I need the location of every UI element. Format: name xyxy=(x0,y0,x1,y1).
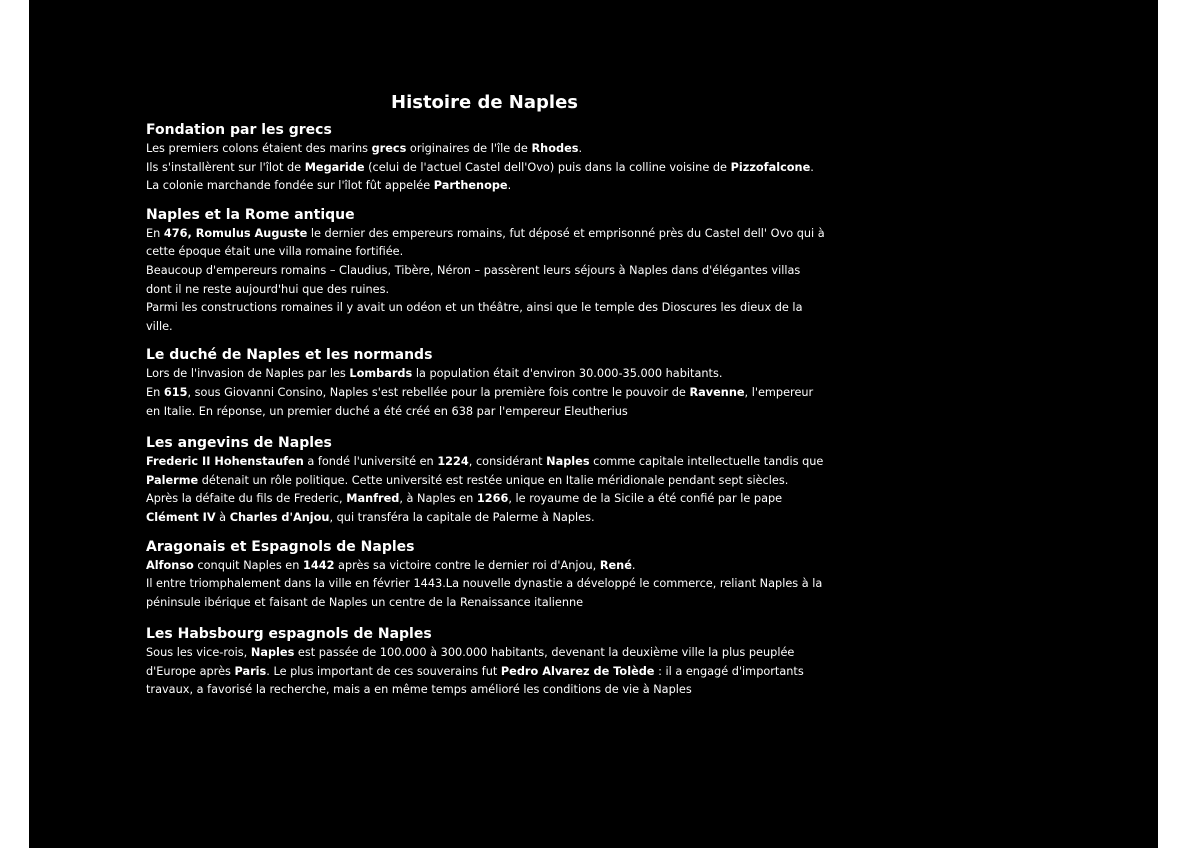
text-run: le dernier des empereurs romains, fut déposé et emprisonné près du Castel dell' Ovo qui à cette époque était une villa romaine fortifiée. xyxy=(146,226,825,259)
sections-container xyxy=(146,120,826,700)
bold-text: Charles d'Anjou xyxy=(229,510,330,524)
bold-text: Rhodes xyxy=(531,142,579,155)
document-title: Histoire de Naples xyxy=(391,92,578,113)
text-run: , considérant xyxy=(468,455,547,469)
bold-text: 1224 xyxy=(437,455,469,469)
text-run: conquit Naples en xyxy=(193,558,304,572)
bold-text: Manfred xyxy=(346,492,400,506)
section-paragraph xyxy=(146,384,826,421)
section-heading: Les angevins de Naples xyxy=(146,435,332,452)
section-paragraph xyxy=(146,262,826,299)
bold-text: Pedro Alvarez de Tolède xyxy=(500,664,655,678)
bold-text: 476, Romulus Auguste xyxy=(163,226,308,240)
text-run: est passée de 100.000 à 300.000 habitants, devenant la deuxième ville la plus peuplée d'Europe après xyxy=(146,646,795,678)
bold-text: 1442 xyxy=(303,558,335,572)
section-paragraph xyxy=(146,453,826,490)
bold-text: 1266 xyxy=(476,492,509,506)
text-run: , à Naples en xyxy=(399,492,477,506)
section-paragraph xyxy=(146,140,826,159)
section xyxy=(146,120,826,196)
text-run: (celui de l'actuel Castel dell'Ovo) puis dans la colline voisine de xyxy=(364,160,731,174)
text-run: a fondé l'université en xyxy=(303,455,438,469)
text-run: Ils s'installèrent sur l'îlot de xyxy=(146,160,305,174)
bold-text: Paris xyxy=(234,664,267,678)
section xyxy=(146,433,826,527)
text-run: Beaucoup d'empereurs romains – Claudius, Tibère, Néron – passèrent leurs séjours à Naples dans d'élégantes villas dont il ne reste aujourd'hui que des ruines. xyxy=(146,263,801,296)
bold-text: Pizzofalcone xyxy=(730,160,811,174)
section-heading: Le duché de Naples et les normands xyxy=(146,347,433,364)
section-paragraph xyxy=(146,490,826,527)
bold-text: Naples xyxy=(546,455,590,469)
bold-text: Parthenope xyxy=(433,179,508,193)
text-run: . xyxy=(507,179,512,193)
text-run: Les premiers colons étaient des marins xyxy=(146,142,372,155)
document-content xyxy=(146,90,826,709)
text-run: , l'empereur en Italie. En réponse, un premier duché a été créé en 638 par l'empereur Eleutherius xyxy=(146,385,814,418)
section-heading: Fondation par les grecs xyxy=(146,122,332,138)
text-run: détenait un rôle politique. Cette université est restée unique en Italie méridionale pendant sept siècles. xyxy=(198,473,789,487)
text-run: originaires de l'île de xyxy=(406,142,532,155)
section-paragraph xyxy=(146,575,826,612)
section xyxy=(146,205,826,337)
text-run: , qui transféra la capitale de Palerme à Naples. xyxy=(329,510,595,524)
section-heading: Aragonais et Espagnols de Naples xyxy=(146,538,415,555)
bold-text: Alfonso xyxy=(146,558,194,572)
text-run: . xyxy=(631,558,636,572)
section-paragraph xyxy=(146,225,826,262)
text-run: , sous Giovanni Consino, Naples s'est rebellée pour la première fois contre le pouvoir de xyxy=(187,385,690,399)
bold-text: Frederic II Hohenstaufen xyxy=(146,455,304,469)
section-paragraph xyxy=(146,557,826,576)
text-run: Sous les vice-rois, xyxy=(146,646,251,660)
section xyxy=(146,624,826,700)
text-run: : il a engagé d'importants travaux, a favorisé la recherche, mais a en même temps amélioré les conditions de vie à Naples xyxy=(146,664,804,697)
bold-text: Clément IV xyxy=(146,510,216,524)
section-paragraph xyxy=(146,159,826,196)
text-run: . xyxy=(578,142,583,155)
text-run: . Le plus important de ces souverains fut xyxy=(266,664,501,678)
bold-text: Palerme xyxy=(146,473,199,487)
bold-text: Lombards xyxy=(349,367,413,381)
bold-text: Megaride xyxy=(304,160,365,174)
text-run: . La colonie marchande fondée sur l'îlot fût appelée xyxy=(146,160,814,193)
section-paragraph xyxy=(146,299,826,336)
bold-text: René xyxy=(599,558,632,572)
text-run: En xyxy=(146,226,164,240)
text-run: , le royaume de la Sicile a été confié par le pape xyxy=(508,492,783,506)
text-run: comme capitale intellectuelle tandis que xyxy=(589,455,824,469)
text-run: Après la défaite du fils de Frederic, xyxy=(146,492,347,506)
text-run: En xyxy=(146,385,164,399)
bold-text: grecs xyxy=(371,142,407,155)
bold-text: Naples xyxy=(250,646,295,660)
slide-page xyxy=(29,0,1158,848)
section-heading: Naples et la Rome antique xyxy=(146,206,355,223)
section xyxy=(146,537,826,613)
text-run: Il entre triomphalement dans la ville en février 1443.La nouvelle dynastie a développé le commerce, reliant Naples à la péninsule ibérique et faisant de Naples un centre de la Renaissance italienne xyxy=(146,577,823,609)
text-run: après sa victoire contre le dernier roi d'Anjou, xyxy=(334,558,600,572)
text-run: Parmi les constructions romaines il y avait un odéon et un théâtre, ainsi que le temple des Dioscures les dieux de la ville. xyxy=(146,301,803,333)
text-run: la population était d'environ 30.000-35.000 habitants. xyxy=(412,367,723,381)
bold-text: Ravenne xyxy=(689,385,745,399)
section-paragraph xyxy=(146,644,826,700)
section xyxy=(146,345,826,421)
text-run: Lors de l'invasion de Naples par les xyxy=(146,367,350,381)
text-run: à xyxy=(215,510,230,524)
section-heading: Les Habsbourg espagnols de Naples xyxy=(146,626,432,643)
section-paragraph xyxy=(146,365,826,384)
bold-text: 615 xyxy=(163,385,188,399)
